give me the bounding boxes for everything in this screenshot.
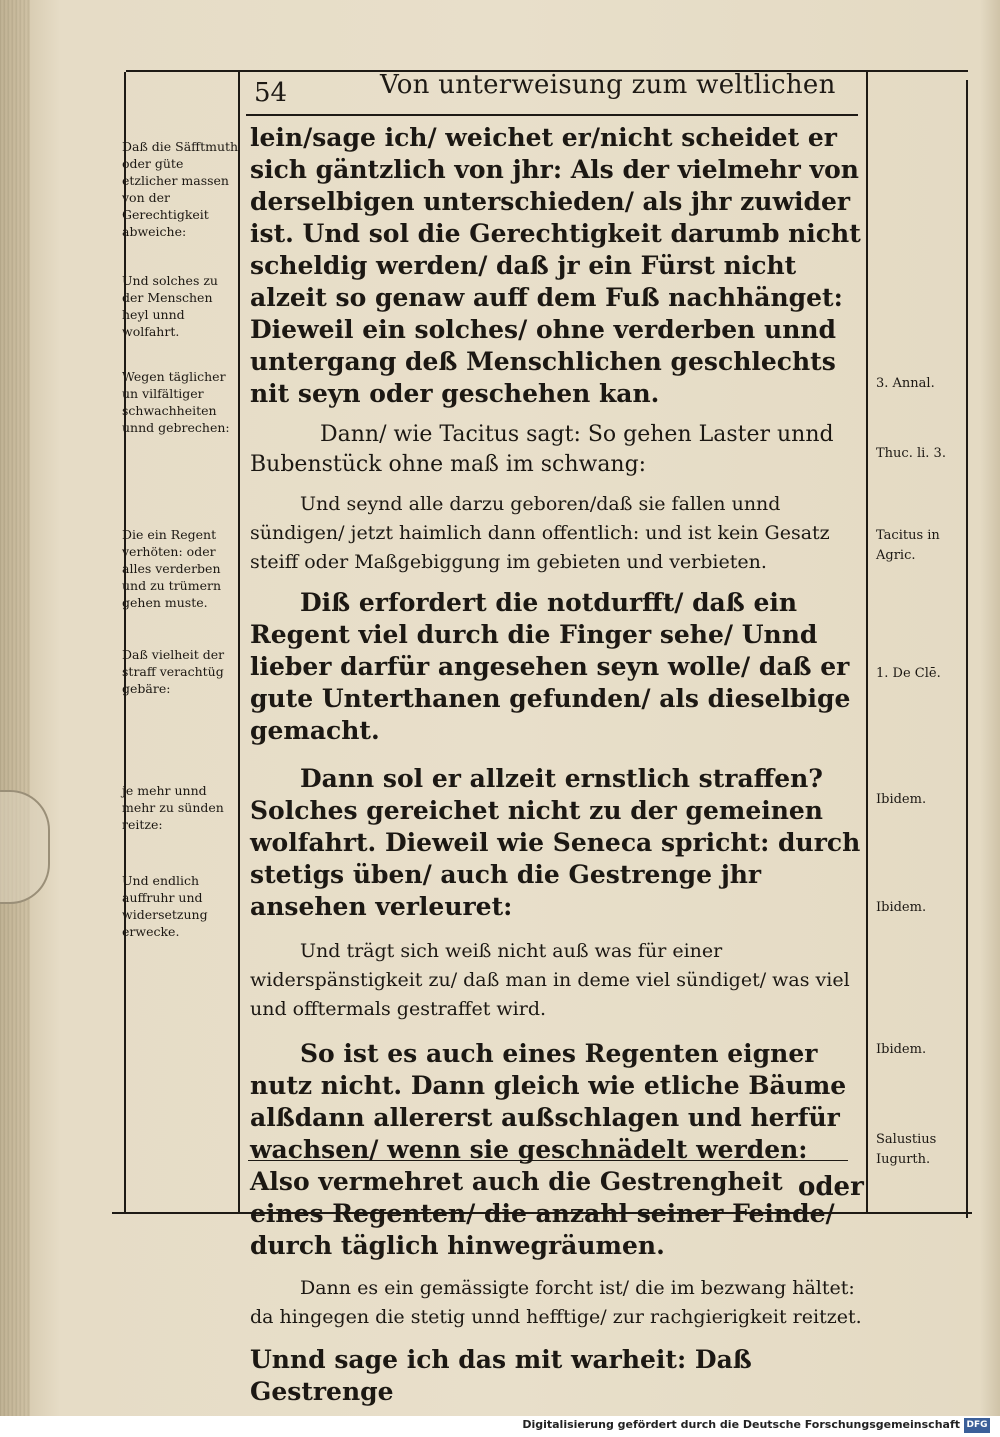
dfg-logo-icon: DFG bbox=[964, 1418, 990, 1433]
right-note-1: 3. Annal. bbox=[876, 376, 935, 391]
paragraph-2: Dann/ wie Tacitus sagt: So gehen Laster unnd Bubenstück ohne maß im schwang: bbox=[250, 422, 834, 477]
paragraph-9: Unnd sage ich das mit warheit: Daß Gestrenge bbox=[250, 1345, 752, 1406]
paragraph-6: Und trägt sich weiß nicht auß was für einer widerspänstigkeit zu/ daß man in deme viel sündiget/ was viel und offtermals gestraffet wird. bbox=[250, 940, 850, 1020]
left-outer-rule bbox=[124, 72, 126, 1212]
left-note-2: Und solches zu der Menschen heyl unnd wolfahrt. bbox=[122, 273, 218, 339]
right-outer-rule bbox=[966, 80, 968, 1218]
main-text bbox=[250, 122, 862, 1408]
page-edge bbox=[0, 0, 30, 1437]
left-note-1: Daß die Säfftmuth oder güte etzlicher massen von der Gerechtigkeit abweiche: bbox=[122, 139, 239, 239]
paragraph-5: Dann sol er allzeit ernstlich straffen? Solches gereichet nicht zu der gemeinen wolfahrt. Dieweil wie Seneca spricht: durch stetigs üben/ auch die Gestrenge jhr ansehen verleuret: bbox=[250, 764, 861, 921]
footer-credit: Digitalisierung gefördert durch die Deutsche Forschungsgemeinschaft bbox=[522, 1418, 960, 1431]
paragraph-8: Dann es ein gemässigte forcht ist/ die im bezwang hältet: da hingegen die stetig unnd hefftige/ zur rachgierigkeit reitzet. bbox=[250, 1277, 862, 1328]
left-note-7: Und endlich auffruhr und widersetzung erwecke. bbox=[122, 873, 208, 939]
left-note-3: Wegen täglicher un vilfältiger schwachheiten unnd gebrechen: bbox=[122, 369, 230, 435]
right-note-2: Thuc. li. 3. bbox=[876, 446, 946, 461]
right-note-6: Ibidem. bbox=[876, 900, 927, 915]
right-note-7: Ibidem. bbox=[876, 1042, 927, 1057]
right-note-4: 1. De Clē. bbox=[876, 666, 941, 681]
left-inner-rule bbox=[238, 72, 240, 1212]
paragraph-4: Diß erfordert die notdurfft/ daß ein Regent viel durch die Finger sehe/ Unnd lieber darfür angesehen seyn wolle/ daß er gute Unterthanen gefunden/ als dieselbige gemacht. bbox=[250, 588, 851, 745]
left-note-6: je mehr unnd mehr zu sünden reitze: bbox=[122, 783, 224, 832]
paragraph-1: lein/sage ich/ weichet er/nicht scheidet er sich gäntzlich von jhr: Als der vielmehr von derselbigen unterschieden/ als jhr zuwider ist. Und sol die Gerechtigkeit darumb nicht scheldig werden/ daß jr ein Fürst nicht alzeit so genaw auff dem Fuß nachhänget: Dieweil ein solches/ ohne verderben unnd untergang deß Menschlichen geschlechts nit seyn oder geschehen kan. bbox=[250, 123, 861, 408]
left-note-5: Daß vielheit der straff verachtüg gebäre: bbox=[122, 647, 225, 696]
running-title: Von unterweisung zum weltlichen bbox=[380, 70, 836, 100]
paragraph-7: So ist es auch eines Regenten eigner nutz nicht. Dann gleich wie etliche Bäume alßdann allererst außschlagen und herfür wachsen/ wenn sie geschnädelt werden: Also vermehret auch die Gestrengheit eines Regenten/ die anzahl seiner Feinde/ durch täglich hinwegräumen. bbox=[250, 1039, 847, 1260]
right-note-3: Tacitus in Agric. bbox=[876, 528, 940, 563]
left-note-4: Die ein Regent verhöten: oder alles verderben und zu trümern gehen muste. bbox=[122, 527, 222, 610]
clip-tab bbox=[0, 790, 50, 904]
paragraph-3: Und seynd alle darzu geboren/daß sie fallen unnd sündigen/ jetzt haimlich dann offentlich: und ist kein Gesatz steiff oder Maßgebiggung im gebieten und verbieten. bbox=[250, 493, 830, 573]
catchword: oder bbox=[798, 1172, 864, 1202]
page-number: 54 bbox=[254, 78, 288, 108]
right-note-8: Salustius Iugurth. bbox=[876, 1132, 937, 1167]
footer-bar bbox=[0, 1416, 1000, 1437]
right-note-5: Ibidem. bbox=[876, 792, 927, 807]
right-inner-rule bbox=[866, 72, 868, 1212]
header-underline bbox=[246, 114, 858, 116]
